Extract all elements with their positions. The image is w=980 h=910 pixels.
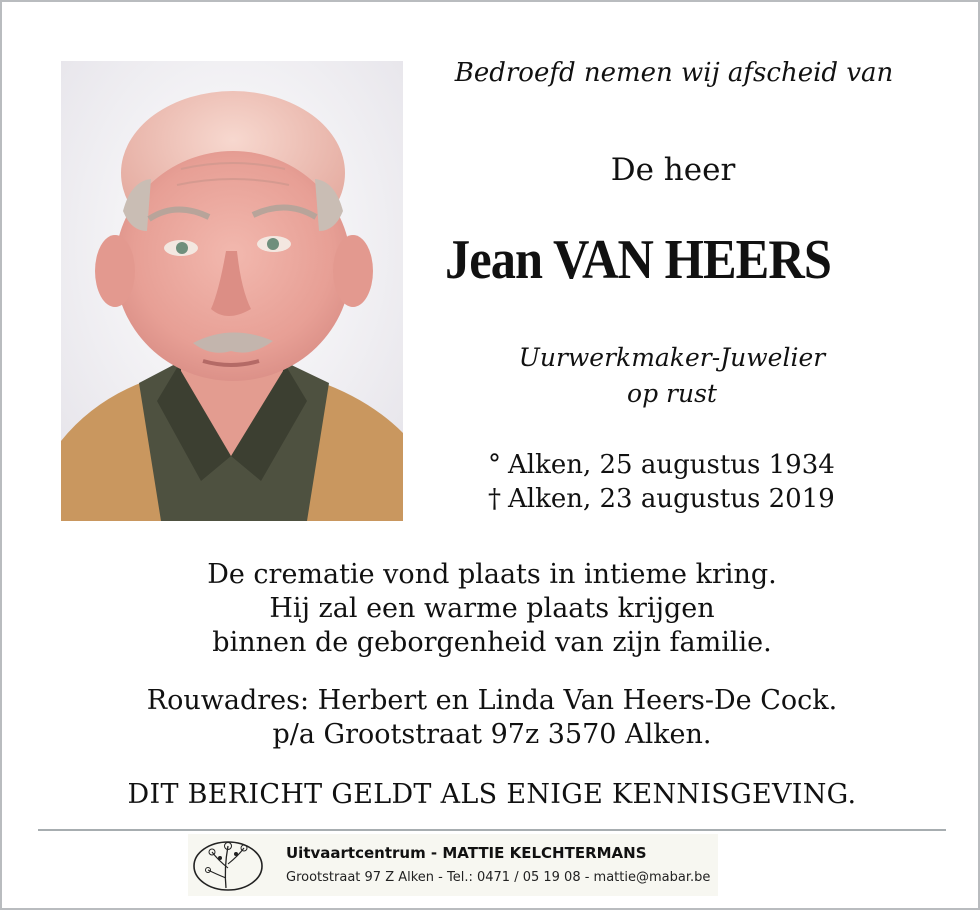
notice-text: DIT BERICHT GELDT ALS ENIGE KENNISGEVING. (127, 779, 857, 810)
life-dates (488, 448, 888, 516)
address-line-2: p/a Grootstraat 97z 3570 Alken. (272, 719, 712, 750)
funeral-home-footer (188, 834, 718, 896)
birth-date: Alken, 25 augustus 1934 (508, 450, 835, 480)
birth-symbol: ° (488, 450, 501, 480)
funeral-home-contact: Grootstraat 97 Z Alken - Tel.: 0471 / 05 19 08 - mattie@mabar.be (286, 870, 711, 885)
portrait-photo (61, 61, 403, 521)
death-symbol: † (488, 484, 501, 514)
death-date-row (488, 482, 888, 516)
profession-line-1: Uurwerkmaker-Juwelier (518, 343, 826, 372)
death-date: Alken, 23 augustus 2019 (508, 484, 835, 514)
message-line-2: Hij zal een warme plaats krijgen (269, 593, 715, 624)
address-line-1: Rouwadres: Herbert en Linda Van Heers-De Cock. (146, 685, 838, 716)
divider (38, 829, 946, 831)
profession (492, 340, 852, 412)
birth-date-row (488, 448, 888, 482)
intro-text: Bedroefd nemen wij afscheid van (454, 58, 894, 88)
salutation: De heer (610, 152, 736, 188)
message-line-1: De crematie vond plaats in intieme kring. (207, 559, 777, 590)
mourning-address (62, 684, 922, 752)
funeral-home-name: Uitvaartcentrum - MATTIE KELCHTERMANS (286, 844, 647, 862)
deceased-name: Jean VAN HEERS (444, 229, 832, 291)
profession-line-2: op rust (627, 379, 717, 408)
message-line-3: binnen de geborgenheid van zijn familie. (212, 627, 772, 658)
flower-logo-icon (188, 838, 274, 892)
cremation-message (62, 558, 922, 660)
